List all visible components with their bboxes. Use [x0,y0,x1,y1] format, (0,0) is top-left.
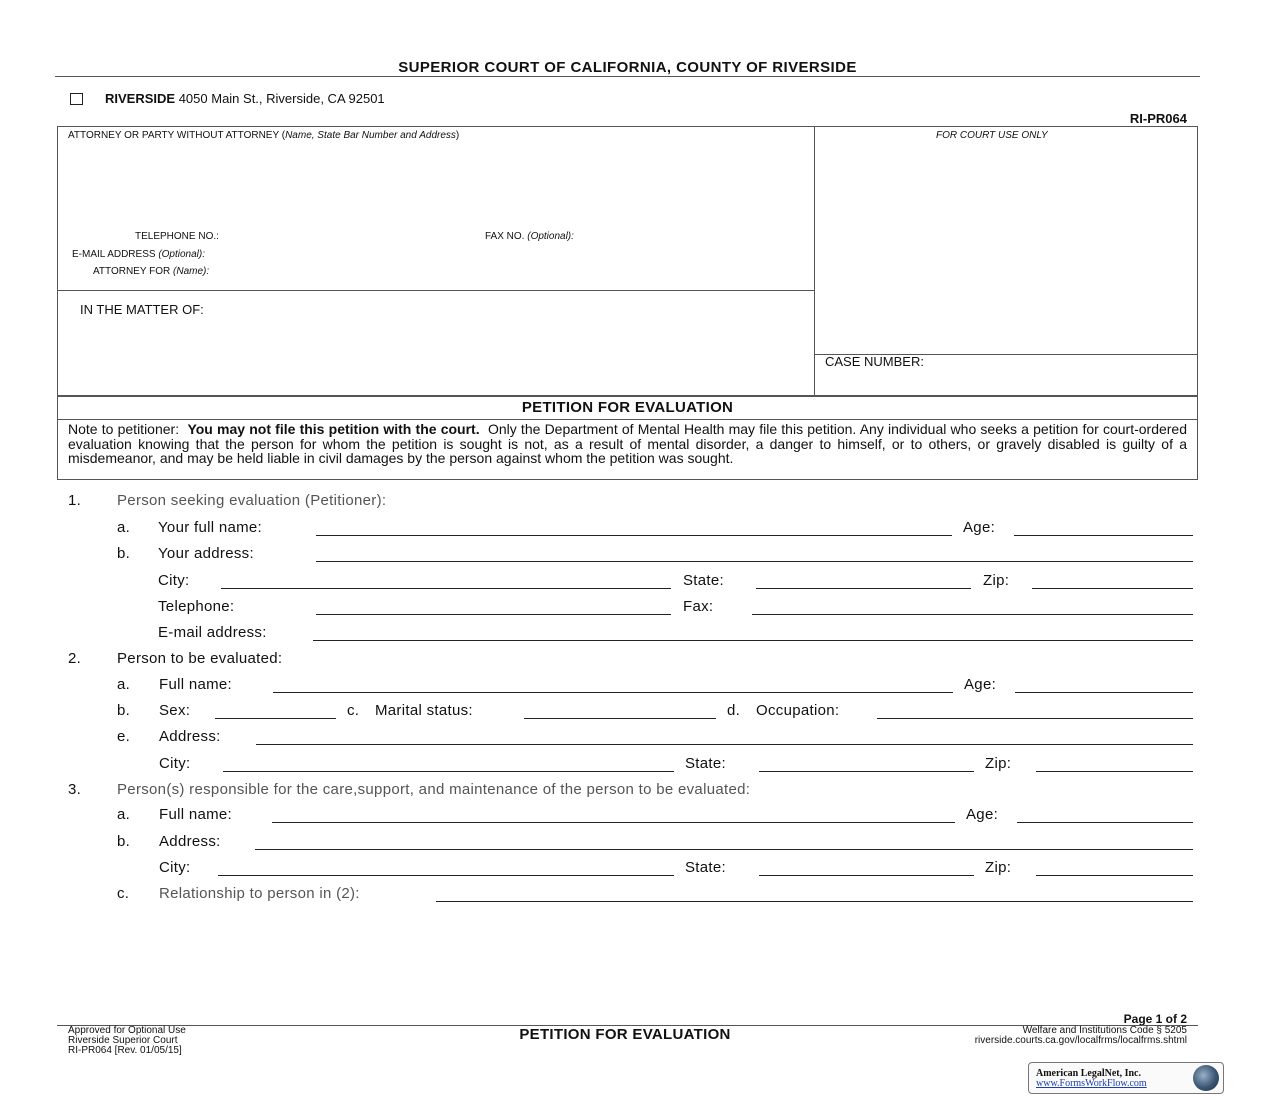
s3-relationship-label: Relationship to person in (2): [159,885,360,902]
s2-zip-input[interactable] [1036,758,1193,772]
s2-age-label: Age: [964,676,997,693]
s2-age-input[interactable] [1015,679,1193,693]
court-use-label: FOR COURT USE ONLY [936,130,1048,141]
form-title: PETITION FOR EVALUATION [57,396,1198,420]
attorney-for-label: ATTORNEY FOR (Name): [93,266,210,277]
s3-a-marker: a. [117,806,131,823]
s3-address-label: Address: [159,833,221,850]
s1-b-marker: b. [117,545,131,562]
s1-full-name-input[interactable] [316,522,952,536]
s2-city-input[interactable] [223,758,674,772]
location-name: RIVERSIDE [105,91,176,106]
s2-city-label: City: [159,755,191,772]
court-title: SUPERIOR COURT OF CALIFORNIA, COUNTY OF RIVERSIDE [398,59,857,76]
petitioner-note: Note to petitioner: You may not file this petition with the court. Only the Department of Mental Health may file this petition. Any individual who seeks a petition for court-ordered evaluation knowing that the person for whom the petition is sought is not, as a result of mental disorder, a danger to himself, or to others, or gravely disabled is guilty of a misdemeanor, and may be held liable in civil damages by the person against whom the petition was sought. [57,419,1198,480]
telephone-label: TELEPHONE NO.: [135,231,219,242]
footer-right: Welfare and Institutions Code § 5205 riverside.courts.ca.gov/localfrms/localfrms.shtml [974,1025,1187,1046]
s1-age-input[interactable] [1014,522,1193,536]
s2-state-input[interactable] [759,758,974,772]
s1-address-input[interactable] [316,548,1193,562]
badge-url[interactable]: www.FormsWorkFlow.com [1036,1078,1147,1089]
header-rule [55,76,1200,77]
footer-left: Approved for Optional Use Riverside Superior Court RI-PR064 [Rev. 01/05/15] [68,1025,186,1056]
s1-age-label: Age: [963,519,996,536]
american-legalnet-badge[interactable] [1028,1062,1224,1094]
s2-sex-label: Sex: [159,702,191,719]
s2-a-marker: a. [117,676,131,693]
s3-relationship-input[interactable] [436,888,1193,902]
attorney-label: ATTORNEY OR PARTY WITHOUT ATTORNEY (Name, State Bar Number and Address) [68,130,460,141]
s3-age-label: Age: [966,806,999,823]
case-number-label: CASE NUMBER: [825,354,924,369]
s2-address-input[interactable] [256,731,1193,745]
s3-full-name-input[interactable] [272,809,955,823]
s2-occupation-input[interactable] [877,705,1193,719]
s3-zip-input[interactable] [1036,862,1193,876]
s3-b-marker: b. [117,833,131,850]
s1-full-name-label: Your full name: [158,519,263,536]
section3-number: 3. [68,781,82,798]
court-location [105,91,385,106]
s3-address-input[interactable] [255,836,1193,850]
s3-city-input[interactable] [218,862,674,876]
globe-logo-icon [1193,1065,1219,1091]
s2-marital-label: Marital status: [375,702,473,719]
s3-city-label: City: [159,859,191,876]
form-number: RI-PR064 [1129,111,1187,126]
s3-full-name-label: Full name: [159,806,233,823]
s2-address-label: Address: [159,728,221,745]
s1-state-label: State: [683,572,724,589]
email-label: E-MAIL ADDRESS (Optional): [72,249,206,260]
s2-sex-input[interactable] [215,705,336,719]
court-use-box [814,126,1198,355]
s1-email-input[interactable] [313,627,1193,641]
s2-full-name-input[interactable] [273,679,953,693]
s2-d-marker: d. [727,702,741,719]
s2-state-label: State: [685,755,726,772]
s1-email-label: E-mail address: [158,624,267,641]
s2-c-marker: c. [347,702,360,719]
s1-city-input[interactable] [221,575,671,589]
s1-zip-input[interactable] [1032,575,1193,589]
s1-a-marker: a. [117,519,131,536]
s3-state-label: State: [685,859,726,876]
s1-fax-input[interactable] [752,601,1193,615]
s3-state-input[interactable] [759,862,974,876]
section2-title: Person to be evaluated: [117,650,283,667]
footer-title: PETITION FOR EVALUATION [519,1026,731,1043]
s1-state-input[interactable] [756,575,971,589]
s1-address-label: Your address: [158,545,254,562]
location-address: 4050 Main St., Riverside, CA 92501 [178,91,385,106]
s2-b-marker: b. [117,702,131,719]
section3-title: Person(s) responsible for the care,support, and maintenance of the person to be evaluated: [117,781,751,798]
s2-marital-input[interactable] [524,705,716,719]
s3-c-marker: c. [117,885,130,902]
matter-label: IN THE MATTER OF: [80,302,204,317]
riverside-checkbox[interactable] [70,93,83,105]
s1-telephone-label: Telephone: [158,598,235,615]
s3-zip-label: Zip: [985,859,1012,876]
s2-full-name-label: Full name: [159,676,233,693]
section1-number: 1. [68,492,82,509]
s1-telephone-input[interactable] [316,601,671,615]
page-indicator: Page 1 of 2 [1123,1012,1187,1026]
s2-e-marker: e. [117,728,131,745]
fax-label: FAX NO. (Optional): [485,231,574,242]
section1-title: Person seeking evaluation (Petitioner): [117,492,387,509]
s2-zip-label: Zip: [985,755,1012,772]
s1-city-label: City: [158,572,190,589]
s1-fax-label: Fax: [683,598,714,615]
s1-zip-label: Zip: [983,572,1010,589]
s3-age-input[interactable] [1017,809,1193,823]
s2-occupation-label: Occupation: [756,702,840,719]
badge-name: American LegalNet, Inc. [1036,1068,1141,1079]
section2-number: 2. [68,650,82,667]
